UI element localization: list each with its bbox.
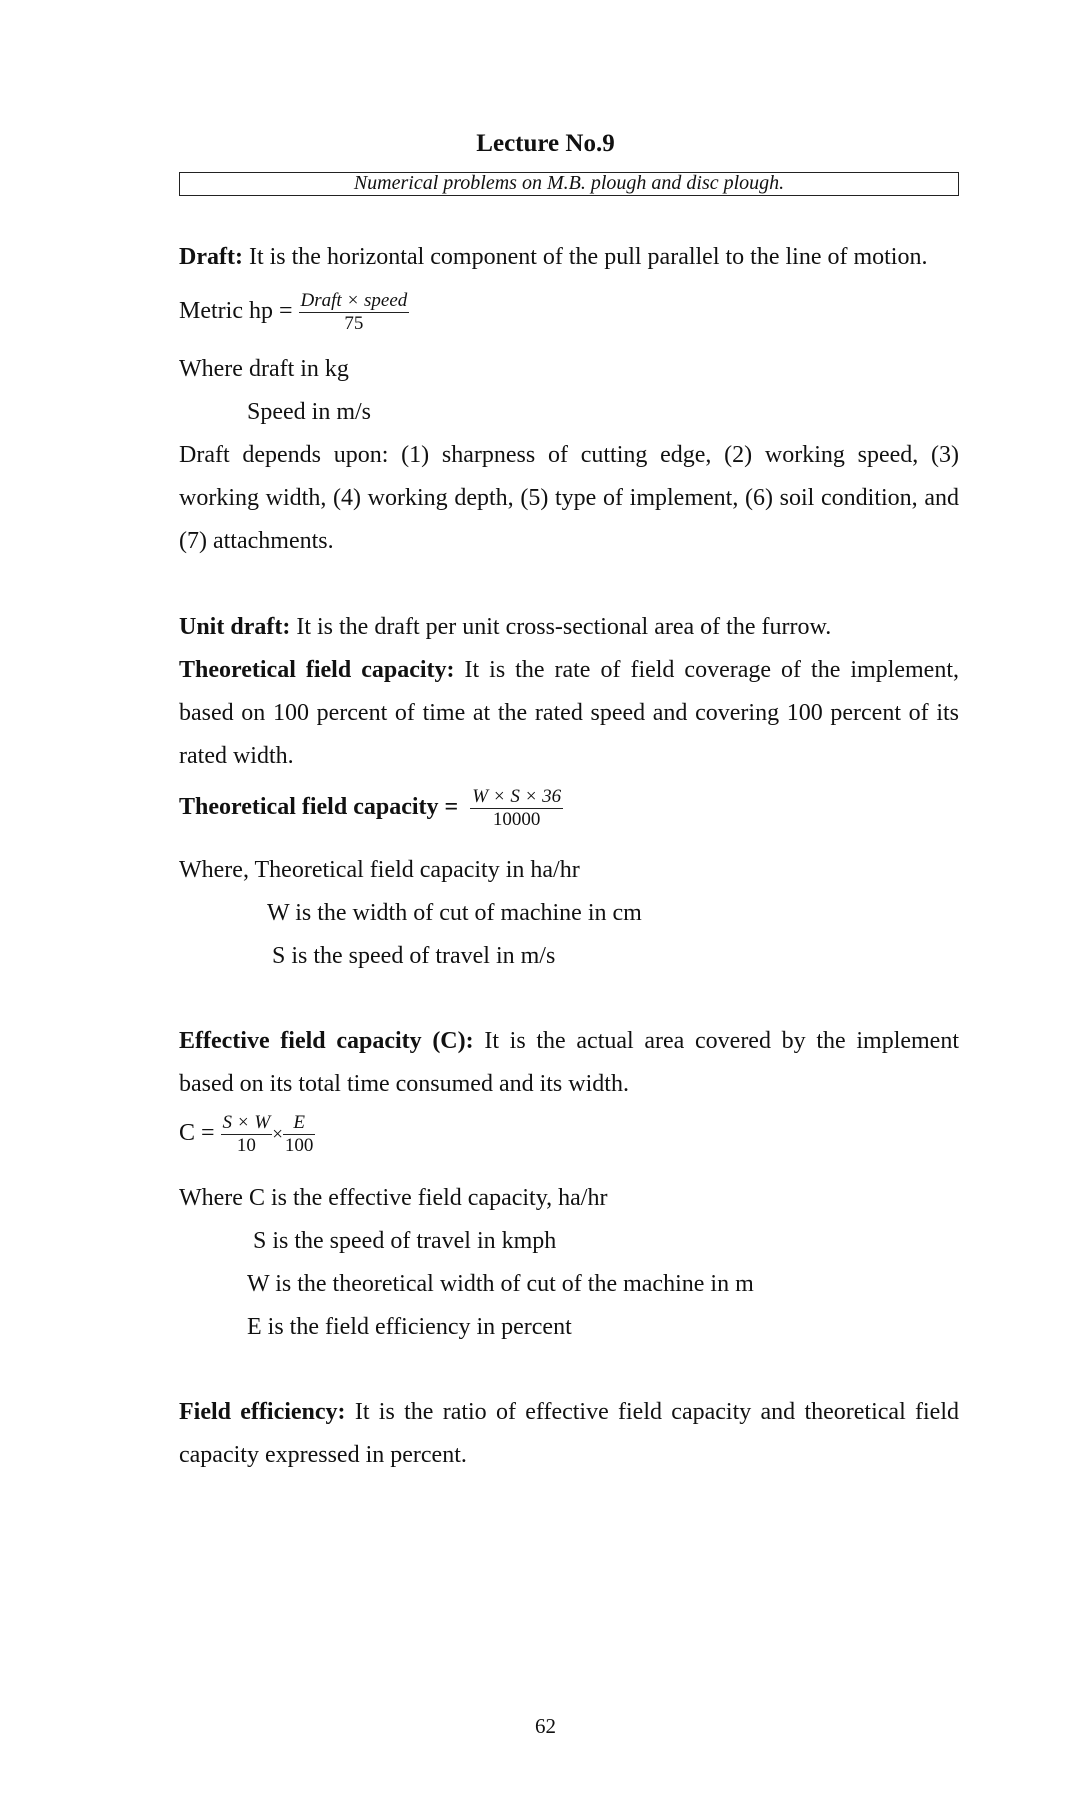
metric-hp-lhs: Metric hp = (179, 298, 293, 325)
draft-definition-text: It is the horizontal component of the pull parallel to the line of motion. (242, 244, 928, 270)
theoretical-text: It is the rate of field coverage of the implement, based on 100 percent of time at the rated speed and covering 100 percent of its rated width. (179, 657, 959, 769)
lecture-subtitle-box (179, 172, 959, 196)
effective-definition (179, 1020, 959, 1106)
lecture-subtitle: Numerical problems on M.B. plough and disc plough. (353, 172, 785, 194)
effective-where-2: S is the speed of travel in kmph (253, 1228, 557, 1254)
theoretical-formula-lhs: Theoretical field capacity = (179, 794, 459, 821)
draft-term: Draft: (179, 244, 243, 270)
metric-hp-denominator: 75 (344, 313, 364, 334)
effective-fraction-1-denominator: 10 (236, 1135, 256, 1156)
theoretical-definition (179, 649, 959, 778)
theoretical-where-1: Where, Theoretical field capacity in ha/hr (179, 857, 580, 883)
effective-formula (179, 1112, 315, 1157)
effective-term: Effective field capacity (C): (179, 1028, 474, 1054)
effective-fraction-2-denominator: 100 (284, 1135, 314, 1156)
metric-hp-formula (179, 290, 409, 335)
draft-where-speed: Speed in m/s (247, 399, 371, 425)
field-efficiency-definition (179, 1391, 959, 1477)
field-efficiency-term: Field efficiency: (179, 1399, 346, 1425)
effective-where-1: Where C is the effective field capacity, ha/hr (179, 1185, 608, 1211)
metric-hp-numerator: Draft × speed (300, 290, 408, 311)
effective-fraction-2-numerator: E (283, 1112, 316, 1135)
theoretical-formula (179, 786, 563, 831)
effective-fraction-1-numerator: S × W (222, 1112, 271, 1133)
theoretical-fraction (470, 786, 563, 831)
theoretical-where-3: S is the speed of travel in m/s (272, 943, 556, 969)
effective-where-3: W is the theoretical width of cut of the machine in m (247, 1271, 754, 1297)
theoretical-where-2: W is the width of cut of machine in cm (267, 900, 642, 926)
effective-where-4: E is the field efficiency in percent (247, 1314, 572, 1340)
effective-fraction-1 (221, 1112, 273, 1157)
field-efficiency-text: It is the ratio of effective field capacity and theoretical field capacity expressed in percent. (179, 1399, 960, 1468)
theoretical-denominator: 10000 (492, 809, 541, 830)
effective-formula-lhs: C = (179, 1120, 215, 1147)
effective-text: It is the actual area covered by the implement based on its total time consumed and its width. (179, 1028, 959, 1097)
lecture-title: Lecture No.9 (476, 130, 615, 157)
draft-where-kg: Where draft in kg (179, 356, 349, 382)
theoretical-numerator: W × S × 36 (472, 786, 562, 807)
unit-draft-definition (179, 606, 959, 649)
times-sign: × (272, 1124, 283, 1146)
page-number: 62 (535, 1714, 556, 1738)
theoretical-term: Theoretical field capacity: (179, 657, 455, 683)
metric-hp-fraction (299, 290, 410, 335)
draft-depends: Draft depends upon: (1) sharpness of cutting edge, (2) working speed, (3) working width, (4) working depth, (5) type of implement, (6) soil condition, and (7) attachments. (179, 442, 959, 554)
unit-draft-term: Unit draft: (179, 614, 291, 640)
effective-fraction-2 (283, 1112, 316, 1157)
draft-definition (179, 236, 959, 279)
unit-draft-text: It is the draft per unit cross-sectional area of the furrow. (290, 614, 832, 640)
